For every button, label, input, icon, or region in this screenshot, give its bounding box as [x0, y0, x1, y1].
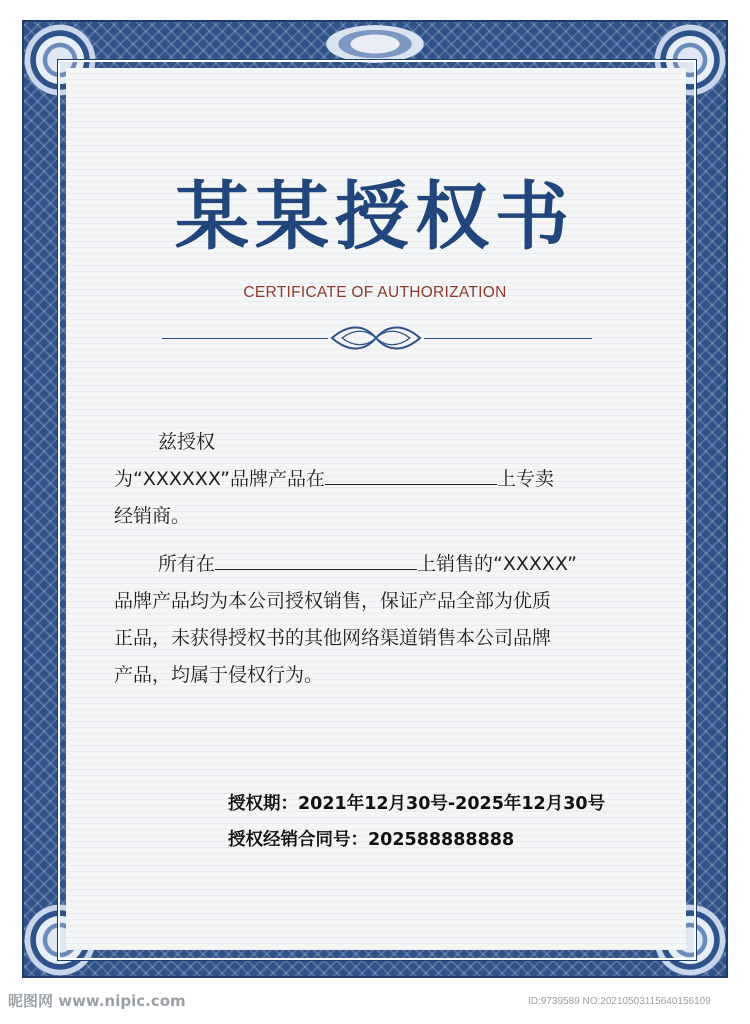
body-line-4-prefix: 所有在	[158, 553, 216, 575]
body-line-1: 兹授权	[158, 431, 216, 453]
body-line-5: 品牌产品均为本公司授权销售，保证产品全部为优质	[114, 590, 552, 612]
body-line-7: 产品，均属于侵权行为。	[114, 664, 324, 686]
body-line-3: 经销商。	[114, 505, 191, 527]
body-paragraph-2	[114, 546, 644, 694]
blank-field-channel[interactable]	[215, 568, 417, 570]
certificate-title: 某某授权书	[175, 174, 575, 260]
watermark-id: ID:9739589 NO:20210503115640156109	[528, 996, 711, 1007]
blank-field-platform[interactable]	[325, 483, 497, 485]
divider-line-right	[424, 338, 592, 339]
body-line-2-suffix: 上专卖	[497, 468, 555, 490]
knot-ornament-icon	[328, 324, 424, 352]
body-line-4	[114, 546, 644, 583]
body-line-2-prefix: 为“XXXXXX”品牌产品在	[114, 468, 326, 490]
watermark-site: 昵图网 www.nipic.com	[8, 992, 186, 1010]
certificate-subtitle: CERTIFICATE OF AUTHORIZATION	[243, 284, 507, 301]
body-paragraph-1	[114, 424, 644, 535]
body-line-4-suffix: 上销售的“XXXXX”	[417, 553, 578, 575]
body-line-2	[114, 461, 644, 498]
body-line-6: 正品，未获得授权书的其他网络渠道销售本公司品牌	[114, 627, 552, 649]
divider-line-left	[162, 338, 328, 339]
authorization-period: 授权期：2021年12月30号-2025年12月30号	[228, 794, 606, 814]
contract-number: 授权经销合同号：202588888888	[228, 830, 515, 850]
